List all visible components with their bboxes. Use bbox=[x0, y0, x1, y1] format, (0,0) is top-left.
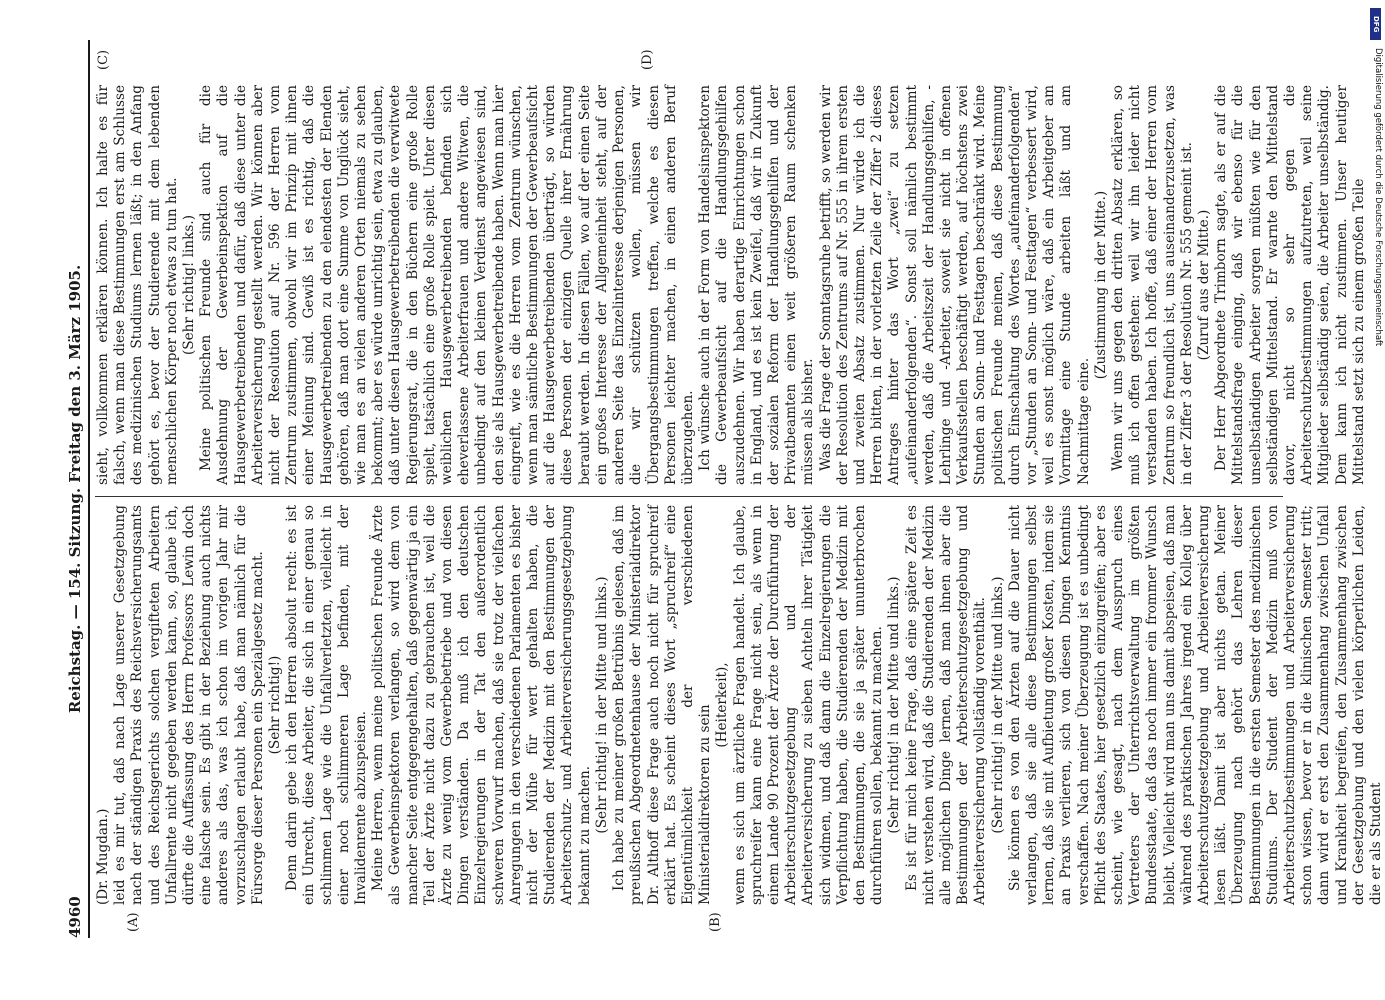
dfg-logo: DFG bbox=[1370, 8, 1381, 40]
page-title: Reichstag. — 154. Sitzung. Freitag den 3. März 1905. bbox=[66, 264, 84, 714]
page-header bbox=[62, 40, 90, 938]
right-column bbox=[95, 85, 1367, 485]
margin-marker-c: (C) bbox=[96, 49, 111, 70]
margin-marker-d: (D) bbox=[640, 49, 655, 70]
left-column bbox=[95, 505, 1385, 905]
reaction: (Zustimmung in der Mitte.) bbox=[1092, 190, 1109, 380]
digitization-credit: Digitalisierung gefördert durch die Deutsche Forschungsgemeinschaft bbox=[1373, 48, 1383, 347]
paragraph: wenn es sich um ärztliche Fragen handelt. Ich glaube, spruchreifer kann eine Frage nicht sein, als wenn in einem Lande 90 Prozent der Ärzte der Durchführung der Arbeiterschutzgesetzgebung und der Arbeiterversicherung zu sieben Achteln ihrer Tätigkeit sich widmen, und daß dann die Einzelregierungen die Verpflichtung haben, die Studierenden der Medizin mit den Bestimmungen, die sie ja später ununterbrochen durchführen sollen, bekannt zu machen. bbox=[731, 505, 886, 905]
reaction: (Sehr richtig! in der Mitte und links.) bbox=[593, 576, 610, 834]
paragraph: leid es mir tut, daß nach Lage unserer Gesetzgebung nach der ständigen Praxis des Reichsversicherungsamts und des Reichsgerichts solchen vergifteten Arbeitern Unfallrente nicht gegeben werden kann, so, glaube ich, dürfte die Auffassung des Herrn Professors Lewin doch eine falsche sein. Es gibt in der Beziehung auch nichts anderes als das, was ich schon im vorigen Jahr mir vorzuschlagen erlaubt habe, daß man nämlich für die Fürsorge dieser Personen ein Spezialgesetz macht. bbox=[112, 505, 266, 905]
paragraph: Meine politischen Freunde sind auch für die Ausdehnung der Gewerbeinspektion auf die Hausgewerbetreibenden und dafür, daß diese unter die Arbeiterversicherung gestellt werden. Wir können aber nicht der Resolution auf Nr. 596 der Herren vom Zentrum zustimmen, obwohl wir im Prinzip mit ihnen einer Meinung sind. Gewiß ist es richtig, daß die Hausgewerbetreibenden zu den elendesten der Elenden gehören, daß man dort eine Summe von Unglück sieht, wie man es an vielen anderen Orten niemals zu sehen bekommt; aber es würde unrichtig sein, etwa zu glauben, daß unter diesen Hausgewerbetreibenden die verwitwete Regierungsrat, die in den Büchern eine große Rolle spielt, tatsächlich eine große Rolle spielt. Unter diesen weiblichen Hausgewerbetreibenden befinden sich eheverlassene Arbeiterfrauen und andere Witwen, die unbedingt auf den kleinen Verdienst angewiesen sind, den sie als Hausgewerbetreibende haben. Wenn man hier eingreift, wie es die Herren vom Zentrum wünschen, wenn man sämtliche Bestimmungen der Gewerbeaufsicht auf die Hausgewerbetreibenden überträgt, so würden diese Personen der einzigen Quelle ihrer Ernährung beraubt werden. In diesen Fällen, wo auf der einen Seite ein großes Interesse der Allgemeinheit steht, auf der anderen Seite das Einzelinteresse derjenigen Personen, die wir schützen wollen, müssen wir Übergangsbestimmungen treffen, welche es diesen Personen leichter machen, in einen anderen Beruf überzugehen. bbox=[198, 85, 696, 485]
paragraph: Ich habe zu meiner großen Betrübnis gelesen, daß im preußischen Abgeordnetenhause der Ministerialdirektor Dr. Althoff diese Frage auch noch nicht für spruchreif erklärt hat. Es scheint dieses Wort „spruchreif“ eine Eigentümlichkeit der verschiedenen Ministerialdirektoren zu sein bbox=[611, 505, 714, 905]
reaction: (Heiterkeit), bbox=[714, 662, 731, 748]
reaction: (Sehr richtig! in der Mitte und links.) bbox=[989, 576, 1006, 834]
margin-marker-b: (B) bbox=[708, 912, 723, 932]
reaction: (Sehr richtig! in der Mitte und links.) bbox=[886, 576, 903, 834]
margin-marker-a: (A) bbox=[126, 912, 141, 932]
paragraph: Wenn wir uns gegen den dritten Absatz erklären, so muß ich offen gestehen: weil wir ihn leider nicht verstanden haben. Ich hoffe, daß einer der Herren vom Zentrum so freundlich ist, uns auseinanderzusetzen, was in der Ziffer 3 der Resolution Nr. 555 gemeint ist. bbox=[1109, 85, 1195, 485]
paragraph: Es ist für mich keine Frage, daß eine spätere Zeit es nicht verstehen wird, daß die Studierenden der Medizin alle möglichen Dinge lernen, daß man ihnen aber die Bestimmungen der Arbeiterschutzgesetzgebung und Arbeiterversicherung vollständig vorenthält. bbox=[903, 505, 989, 905]
reaction: (Sehr richtig! links.) bbox=[181, 214, 198, 356]
paragraph: Der Herr Abgeordnete Trimborn sagte, als er auf die Mittelstandsfrage einging, daß wir ebenso für die unselbständigen Arbeiter sorgen müßten wie für den selbständigen Mittelstand. Er warnte den Mittelstand davor, nicht so sehr gegen die Arbeiterschutzbestimmungen aufzutreten, weil seine Mitglieder selbständig seien, die Arbeiter unselbständig. Dem kann ich nicht zustimmen. Unser heutiger Mittelstand setzt sich zu einem großen Teile bbox=[1213, 85, 1367, 485]
paragraph: Meine Herren, wenn meine politischen Freunde Ärzte als Gewerbeinspektoren verlangen, so wird dem von mancher Seite entgegengehalten, daß gegenwärtig ja ein Teil der Ärzte nicht dazu zu gebrauchen ist, weil die Ärzte zu wenig vom Gewerbebetriebe und von diesen Dingen verständen. Da muß ich den deutschen Einzelregierungen in der Tat den außerordentlich schweren Vorwurf machen, daß sie trotz der vielfachen Anregungen in den verschiedenen Parlamenten es bisher nicht der Mühe für wert gehalten haben, die Studierenden der Medizin mit den Bestimmungen der Arbeiterschutz- und Arbeiterversicherungsgesetzgebung bekannt zu machen. bbox=[370, 505, 593, 905]
paragraph: Denn darin gebe ich den Herren absolut recht: es ist ein Unrecht, diese Arbeiter, die sich in einer genau so schlimmen Lage wie die Unfallverletzten, vielleicht in einer noch schlimmeren Lage befinden, mit der Invalidenrente abzuspeisen. bbox=[284, 505, 370, 905]
speaker-name: (Dr. Mugdan.) bbox=[95, 808, 111, 905]
paragraph: Was die Frage der Sonntagsruhe betrifft, so werden wir der Resolution des Zentrums auf Nr. 555 in ihrem ersten und zweiten Absatz zustimmen. Nur würde ich die Herren bitten, in der vorletzten Zeile der Ziffer 2 dieses Antrages hinter das Wort „zwei“ zu setzen „aufeinanderfolgenden“. Sonst soll nämlich bestimmt werden, daß die Arbeitszeit der Handlungsgehilfen, -Lehrlinge und -Arbeiter, soweit sie nicht in offenen Verkaufsstellen beschäftigt werden, auf höchstens zwei Stunden an Sonn- und Festtagen beschränkt wird. Meine politischen Freunde meinen, daß diese Bestimmung durch Einschaltung des Wortes „aufeinanderfolgenden“ vor „Stunden an Sonn- und Festtagen“ verbessert wird, weil es sonst möglich wäre, daß ein Arbeitgeber am Vormittage eine Stunde arbeiten läßt und am Nachmittage eine. bbox=[817, 85, 1092, 485]
page-number: 4960 bbox=[66, 896, 84, 938]
paragraph: Ich wünsche auch in der Form von Handelsinspektoren die Gewerbeaufsicht auf die Handlungsgehilfen auszudehnen. Wir haben derartige Einrichtungen schon in England, und es ist kein Zweifel, daß wir in Zukunft der sozialen Reform der Handlungsgehilfen und der Privatbeamten einen weit größeren Raum schenken müssen als bisher. bbox=[697, 85, 817, 485]
paragraph: sieht, vollkommen erklären können. Ich halte es für falsch, wenn man diese Bestimmungen erst am Schlusse des medizinischen Studiums lernen läßt; in den Anfang gehört es, bevor der Studierende mit dem lebenden menschlichen Körper noch etwas zu tun hat. bbox=[95, 85, 180, 485]
reaction: (Zuruf aus der Mitte.) bbox=[1196, 209, 1212, 361]
paragraph: Sie können es von den Ärzten auf die Dauer nicht verlangen, daß sie alle diese Bestimmungen selbst lernen, daß sie mit Aufbietung großer Kosten, indem sie an Praxis verlieren, sich von diesen Dingen Kenntnis verschaffen. Nach meiner Überzeugung ist es unbedingt Pflicht des Staates, hier gesetzlich einzugreifen; aber es scheint, wie gesagt, nach dem Ausspruch eines Vertreters der Unterrichtsverwaltung im größten Bundesstaate, daß das noch immer ein frommer Wunsch bleibt. Vielleicht wird man uns damit abspeisen, daß man während des praktischen Jahres irgend ein Kolleg über Arbeiterschutzgesetzgebung und Arbeiterversicherung lesen läßt. Damit ist aber nichts getan. Meiner Überzeugung nach gehört das Lehren dieser Bestimmungen in die ersten Semester des medizinischen Studiums. Der Student der Medizin muß von Arbeiterschutzbestimmungen und Arbeiterversicherung schon wissen, bevor er in die klinischen Semester tritt; dann wird er erst den Zusammenhang zwischen Unfall und Krankheit begreifen, den Zusammenhang zwischen der Gesetzgebung und den vielen körperlichen Leiden, die er als Student bbox=[1006, 505, 1385, 905]
column-divider bbox=[95, 496, 1283, 497]
reaction: (Sehr richtig!) bbox=[267, 655, 284, 755]
